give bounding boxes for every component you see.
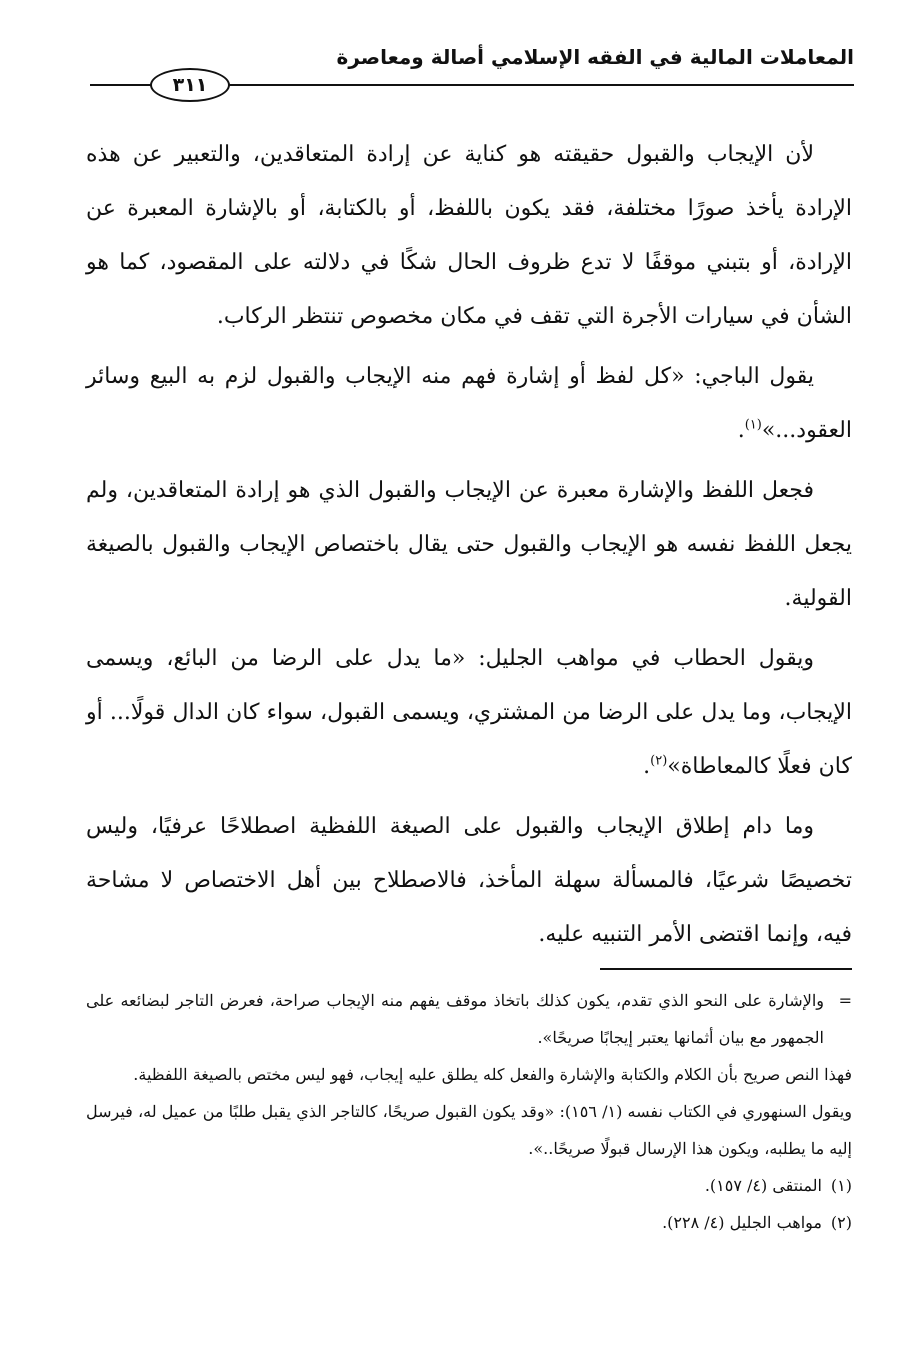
footnote-ref: (١) bbox=[744, 417, 762, 433]
page-number: ٣١١ bbox=[150, 68, 230, 102]
footnote-paragraph bbox=[86, 1093, 852, 1167]
paragraph bbox=[86, 128, 852, 344]
footnote-text: ويقول السنهوري في الكتاب نفسه (١/ ١٥٦): «وقد يكون القبول صريحًا، كالتاجر الذي يقبل طلبًا من عميل له، فيرسل إليه ما يطلبه، ويكون هذا الإرسال قبولًا صريحًا..». bbox=[86, 1102, 853, 1158]
paragraph: يقول الباجي: «كل لفظ أو إشارة فهم منه الإيجاب والقبول لزم به البيع وسائر العقود...»$^{(١)}$. bbox=[86, 364, 852, 443]
footnote-continuation bbox=[86, 982, 852, 1056]
header-title: المعاملات المالية في الفقه الإسلامي أصالة ومعاصرة bbox=[336, 45, 854, 69]
footnote-item bbox=[86, 1204, 852, 1241]
paragraph: ويقول الحطاب في مواهب الجليل: «ما يدل على الرضا من البائع، ويسمى الإيجاب، وما يدل على الرضا من المشتري، ويسمى القبول، سواء كان الدال قولًا... أو كان فعلًا كالمعاطاة»$^{(٢)}$. bbox=[86, 646, 852, 779]
running-header bbox=[90, 40, 854, 100]
paragraph-text: ويقول الحطاب في مواهب الجليل: «ما يدل على الرضا من البائع، ويسمى الإيجاب، وما يدل على الرضا من المشتري، ويسمى القبول، سواء كان الدال قولًا... أو كان فعلًا كالمعاطاة» bbox=[86, 646, 852, 779]
footnote-text: والإشارة على النحو الذي تقدم، يكون كذلك باتخاذ موقف يفهم منه الإيجاب صراحة، فعرض التاجر لبضائعه على الجمهور مع بيان أثمانها يعتبر إيجابًا صريحًا». bbox=[86, 991, 824, 1047]
footnote-text: المنتقى (٤/ ١٥٧). bbox=[704, 1176, 822, 1195]
footnote-number: (١) bbox=[830, 1176, 852, 1195]
footnote-paragraph bbox=[86, 1056, 852, 1093]
footnote-item bbox=[86, 1167, 852, 1204]
paragraph bbox=[86, 464, 852, 626]
footnote-number: (٢) bbox=[830, 1213, 852, 1232]
footnote-text: فهذا النص صريح بأن الكلام والكتابة والإشارة والفعل كله يطلق عليه إيجاب، فهو ليس مختص بالصيغة اللفظية. bbox=[133, 1065, 852, 1084]
paragraph bbox=[86, 800, 852, 962]
paragraph-text: فجعل اللفظ والإشارة معبرة عن الإيجاب والقبول الذي هو إرادة المتعاقدين، ولم يجعل اللفظ نفسه هو الإيجاب والقبول حتى يقال باختصاص الإيجاب والقبول بالصيغة القولية. bbox=[86, 478, 852, 611]
continuation-mark: = bbox=[838, 991, 852, 1010]
paragraph-text: يقول الباجي: «كل لفظ أو إشارة فهم منه الإيجاب والقبول لزم به البيع وسائر العقود...» bbox=[86, 364, 852, 443]
footnote-ref: (٢) bbox=[650, 753, 668, 769]
footnote-text: مواهب الجليل (٤/ ٢٢٨). bbox=[662, 1213, 822, 1232]
footnotes bbox=[86, 982, 852, 1241]
main-text bbox=[86, 128, 852, 968]
paragraph-text: وما دام إطلاق الإيجاب والقبول على الصيغة اللفظية اصطلاحًا عرفيًا، وليس تخصيصًا شرعيًا، فالمسألة سهلة المأخذ، فالاصطلاح بين أهل الاختصاص لا مشاحة فيه، وإنما اقتضى الأمر التنبيه عليه. bbox=[86, 814, 852, 947]
paragraph-text: لأن الإيجاب والقبول حقيقته هو كناية عن إرادة المتعاقدين، والتعبير عن هذه الإرادة يأخذ صورًا مختلفة، فقد يكون باللفظ، أو بالكتابة، أو بالإشارة المعبرة عن الإرادة، أو بتبني موقفًا لا تدع ظروف الحال شكًا في دلالته على المقصود، كما هو الشأن في سيارات الأجرة التي تقف في مكان مخصوص تنتظر الركاب. bbox=[86, 142, 852, 329]
footnote-separator bbox=[600, 968, 852, 970]
